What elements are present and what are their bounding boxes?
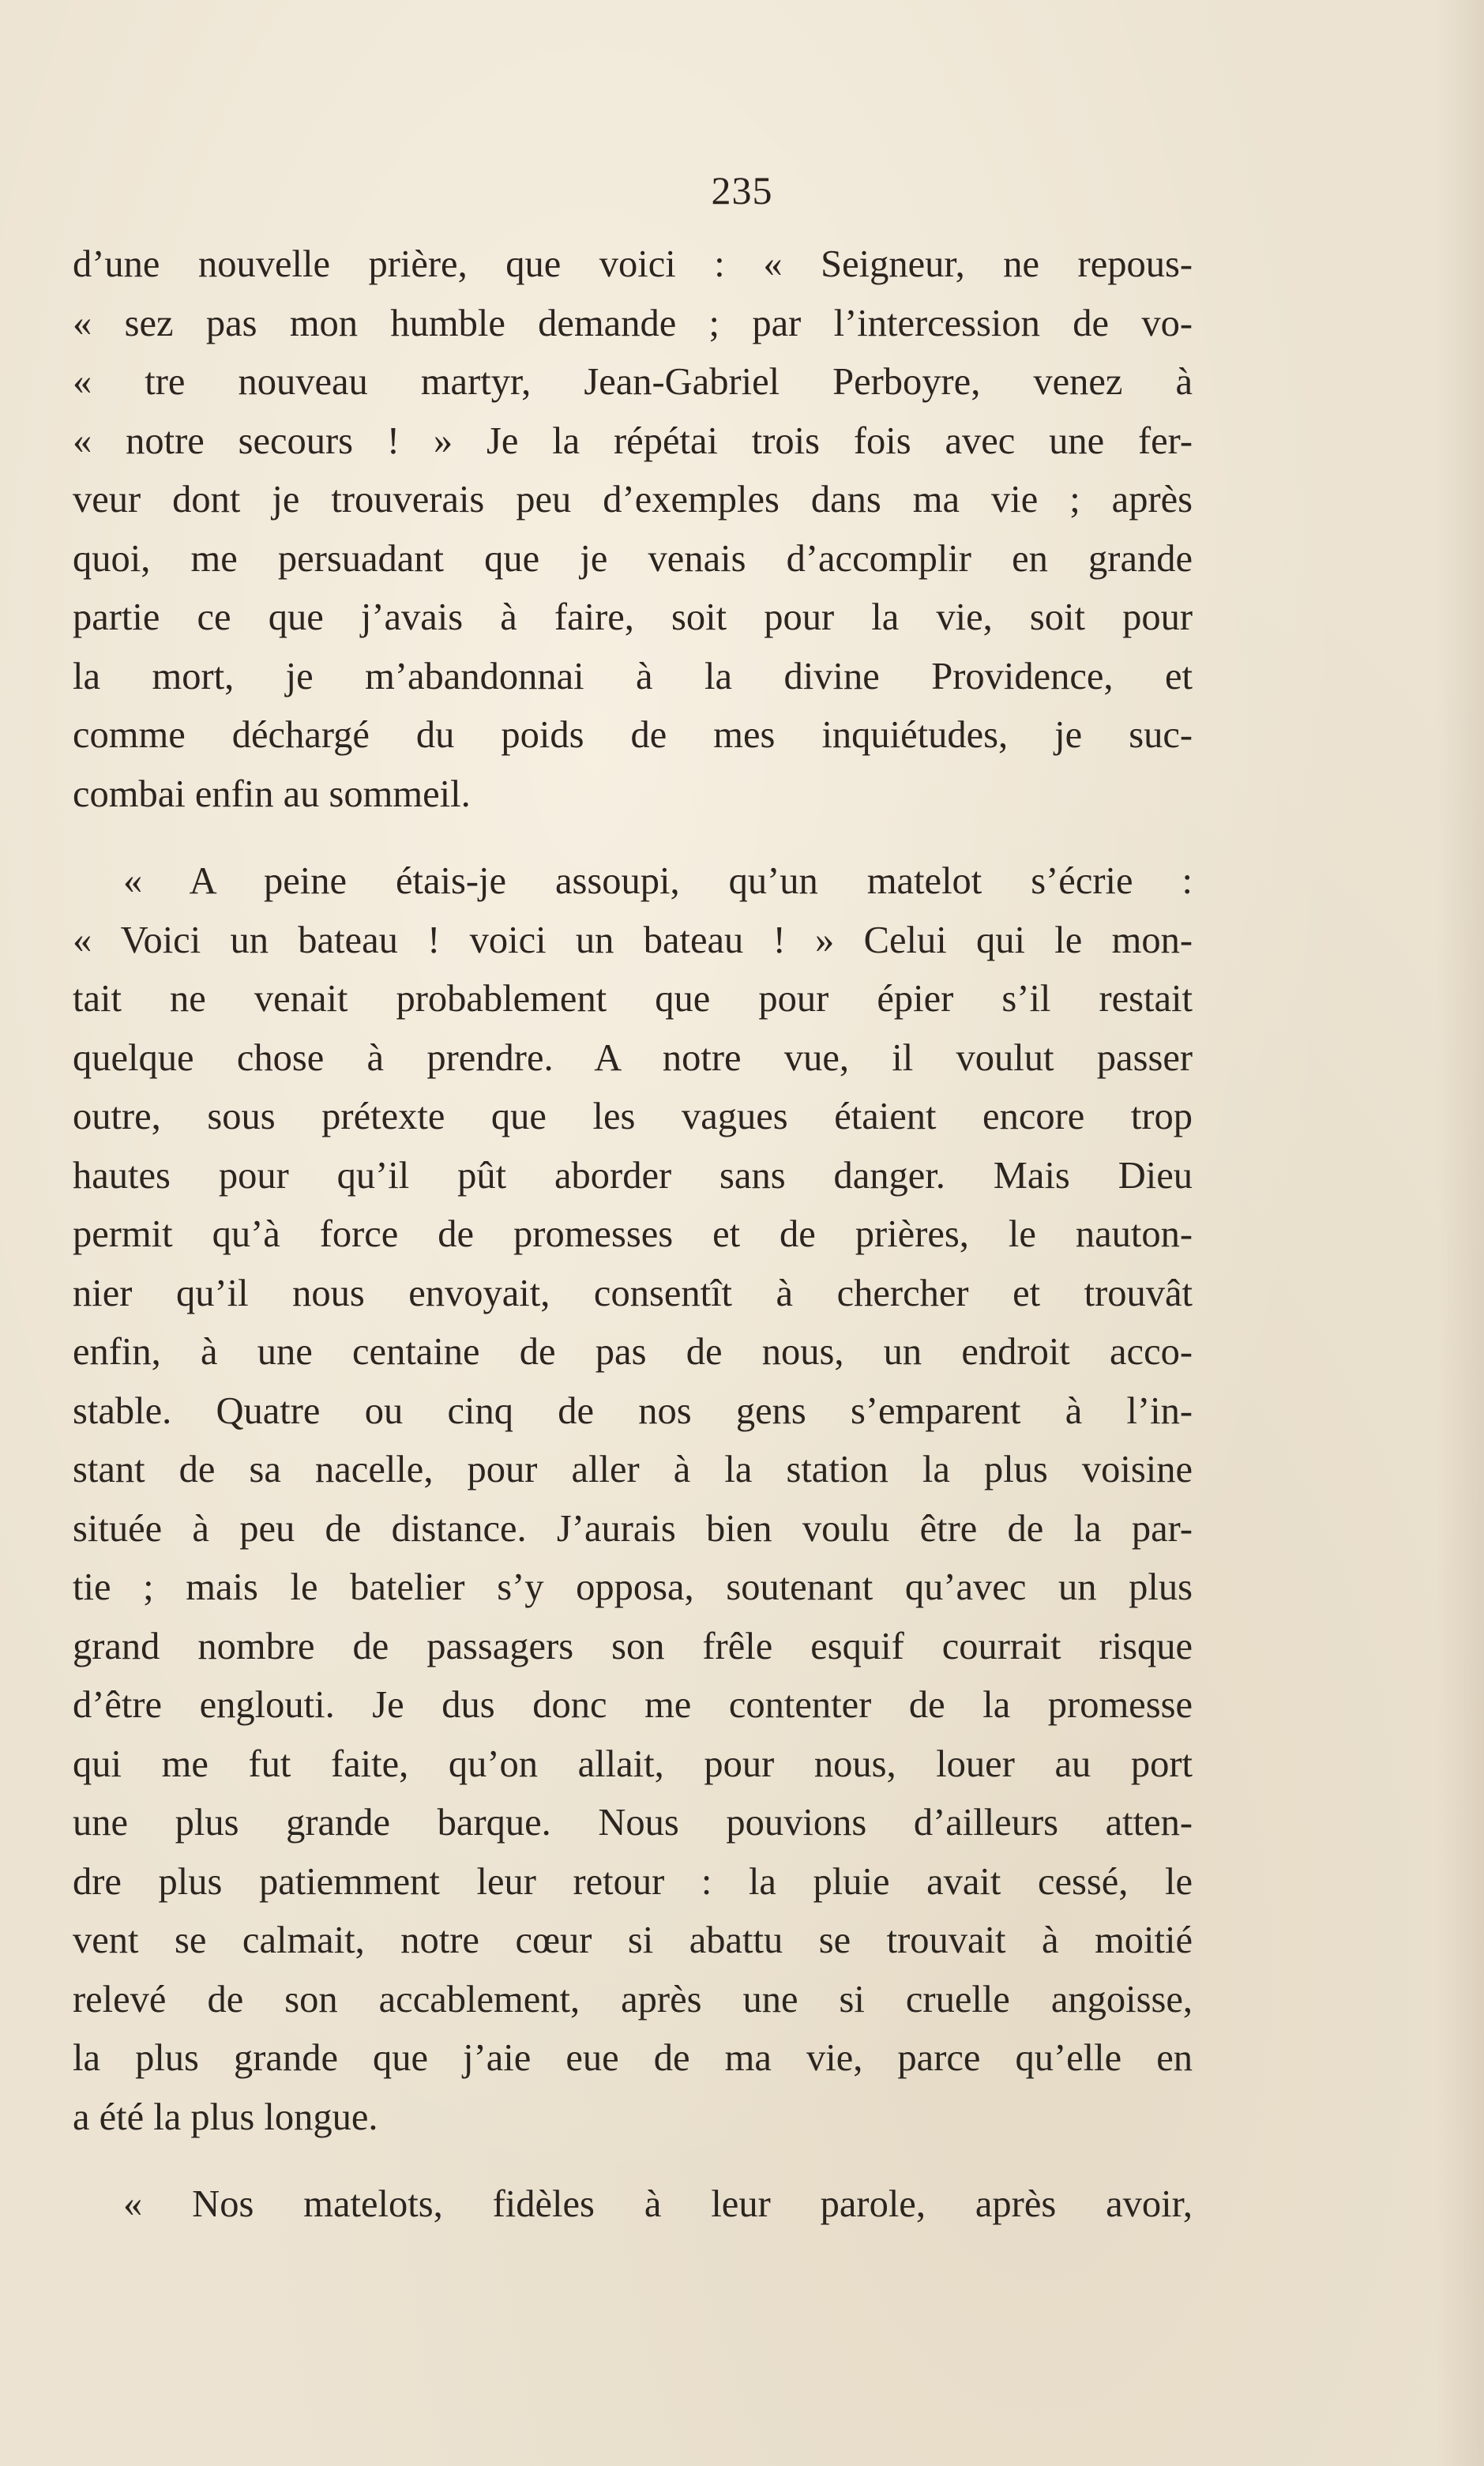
text-line: permit qu’à force de promesses et de prières, le nauton-: [73, 1213, 1193, 1255]
text-line: la mort, je m’abandonnai à la divine Providence, et: [73, 655, 1193, 697]
text-line: tait ne venait probablement que pour épier s’il restait: [73, 978, 1193, 1020]
text-line: hautes pour qu’il pût aborder sans danger. Mais Dieu: [73, 1154, 1193, 1197]
text-line: tie ; mais le batelier s’y opposa, soutenant qu’avec un plus: [73, 1566, 1193, 1608]
text-line: dre plus patiemment leur retour : la pluie avait cessé, le: [73, 1860, 1193, 1903]
text-line: relevé de son accablement, après une si cruelle angoisse,: [73, 1978, 1193, 2021]
text-line: stable. Quatre ou cinq de nos gens s’emparent à l’in-: [73, 1389, 1193, 1432]
paragraph-gap: [73, 2147, 1193, 2175]
text-line: grand nombre de passagers son frêle esquif courrait risque: [73, 1625, 1193, 1667]
text-line: « A peine étais-je assoupi, qu’un matelot s’écrie :: [123, 860, 1193, 902]
body-text: [73, 235, 1193, 2235]
text-line: d’une nouvelle prière, que voici : « Seigneur, ne repous-: [73, 243, 1193, 285]
page-edge-shadow: [1437, 0, 1484, 2466]
text-line: stant de sa nacelle, pour aller à la station la plus voisine: [73, 1449, 1193, 1491]
text-line: enfin, à une centaine de pas de nous, un endroit acco-: [73, 1331, 1193, 1373]
text-line: quoi, me persuadant que je venais d’accomplir en grande: [73, 537, 1193, 580]
text-line: a été la plus longue.: [73, 2096, 378, 2138]
text-line: combai enfin au sommeil.: [73, 773, 471, 815]
text-line: outre, sous prétexte que les vagues étaient encore trop: [73, 1096, 1193, 1137]
text-line: partie ce que j’avais à faire, soit pour la vie, soit pour: [73, 596, 1193, 638]
text-line: qui me fut faite, qu’on allait, pour nous, louer au port: [73, 1742, 1193, 1785]
text-line: située à peu de distance. J’aurais bien voulu être de la par-: [73, 1507, 1193, 1550]
text-line: « Nos matelots, fidèles à leur parole, après avoir,: [123, 2183, 1193, 2225]
text-line: une plus grande barque. Nous pouvions d’ailleurs atten-: [73, 1802, 1193, 1844]
text-line: comme déchargé du poids de mes inquiétudes, je suc-: [73, 714, 1193, 756]
text-line: vent se calmait, notre cœur si abattu se trouvait à moitié: [73, 1919, 1193, 1961]
text-line: « sez pas mon humble demande ; par l’intercession de vo-: [73, 302, 1193, 344]
text-line: « notre secours ! » Je la répétai trois fois avec une fer-: [73, 419, 1193, 462]
paragraph-gap: [73, 824, 1193, 852]
page-number: 235: [711, 168, 773, 212]
paragraph-2: [73, 852, 1193, 2147]
paragraph-3: [73, 2175, 1193, 2235]
text-line: d’être englouti. Je dus donc me contenter de la promesse: [73, 1684, 1193, 1726]
text-line: « Voici un bateau ! voici un bateau ! » Celui qui le mon-: [73, 919, 1193, 961]
text-line: quelque chose à prendre. A notre vue, il voulut passer: [73, 1036, 1193, 1079]
paragraph-1: [73, 235, 1193, 824]
text-line: veur dont je trouverais peu d’exemples dans ma vie ; après: [73, 479, 1193, 521]
text-line: nier qu’il nous envoyait, consentît à chercher et trouvât: [73, 1272, 1193, 1314]
text-line: « tre nouveau martyr, Jean-Gabriel Perboyre, venez à: [73, 361, 1193, 403]
text-line: la plus grande que j’aie eue de ma vie, parce qu’elle en: [73, 2037, 1193, 2079]
